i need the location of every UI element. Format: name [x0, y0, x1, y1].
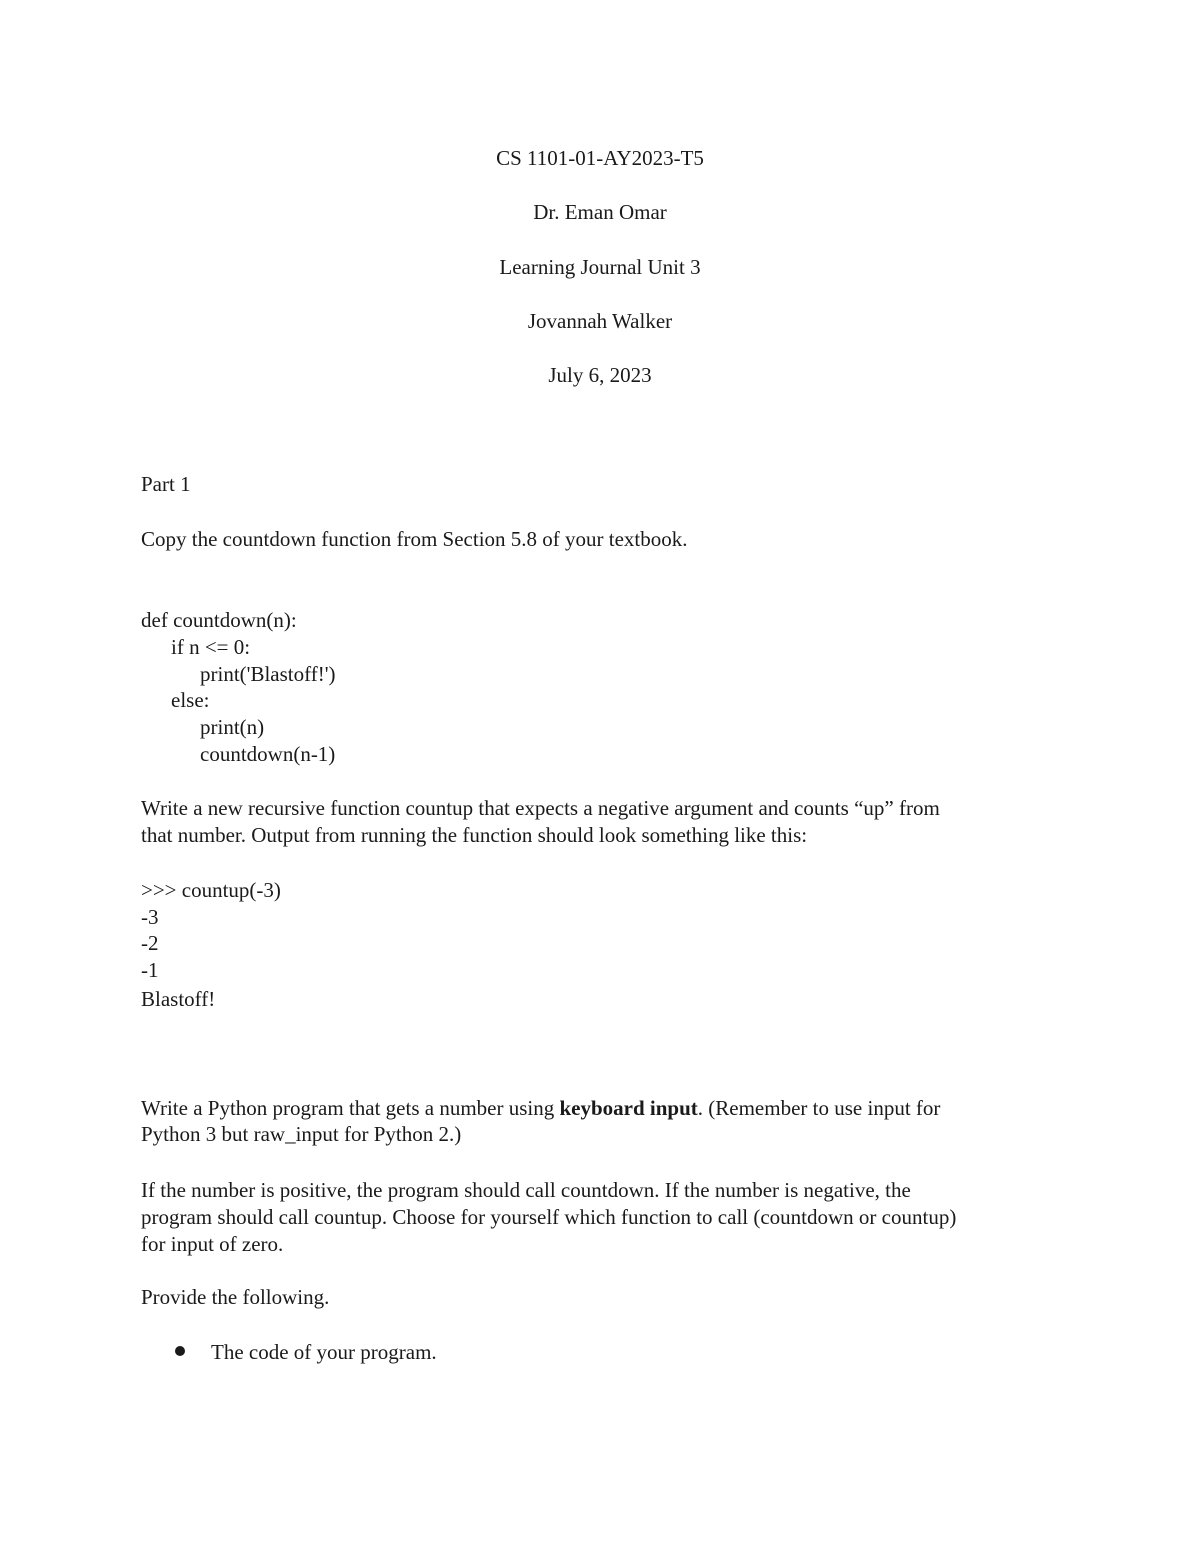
- bullet-icon: [175, 1346, 185, 1356]
- student-name: Jovannah Walker: [527, 309, 673, 333]
- countup-prompt-line: that number. Output from running the function should look something like this:: [141, 823, 808, 847]
- code-line: else:: [171, 688, 210, 712]
- course-code: CS 1101-01-AY2023-T5: [496, 146, 704, 170]
- provide-heading: Provide the following.: [141, 1285, 330, 1309]
- program-prompt-text: . (Remember to use input for: [697, 1096, 941, 1120]
- program-prompt-line: [141, 1096, 940, 1120]
- conditions-line: for input of zero.: [141, 1232, 284, 1256]
- instructor-name: Dr. Eman Omar: [533, 200, 667, 224]
- submission-date: July 6, 2023: [548, 363, 652, 387]
- code-line: print('Blastoff!'): [200, 662, 336, 686]
- sample-output-line: Blastoff!: [141, 987, 216, 1011]
- program-prompt-line: Python 3 but raw_input for Python 2.): [141, 1122, 462, 1146]
- conditions-line: If the number is positive, the program should call countdown. If the number is negative, the: [141, 1178, 911, 1202]
- code-line: print(n): [200, 715, 265, 739]
- countup-prompt-line: Write a new recursive function countup that expects a negative argument and counts “up” from: [141, 796, 940, 820]
- copy-instruction: Copy the countdown function from Section 5.8 of your textbook.: [141, 527, 688, 551]
- sample-output-line: -1: [141, 958, 159, 982]
- part-heading: Part 1: [141, 472, 191, 496]
- sample-output-line: >>> countup(-3): [141, 878, 281, 902]
- code-line: countdown(n-1): [200, 742, 336, 766]
- code-line: def countdown(n):: [141, 608, 297, 632]
- conditions-line: program should call countup. Choose for yourself which function to call (countdown or countup): [141, 1205, 957, 1229]
- keyboard-input-emphasis: keyboard input: [559, 1096, 698, 1120]
- sample-output-line: -2: [141, 931, 159, 955]
- code-line: if n <= 0:: [171, 635, 251, 659]
- assignment-title: Learning Journal Unit 3: [499, 255, 701, 279]
- program-prompt-text: Write a Python program that gets a number using: [141, 1096, 560, 1120]
- sample-output-line: -3: [141, 905, 159, 929]
- bullet-item: The code of your program.: [211, 1340, 437, 1364]
